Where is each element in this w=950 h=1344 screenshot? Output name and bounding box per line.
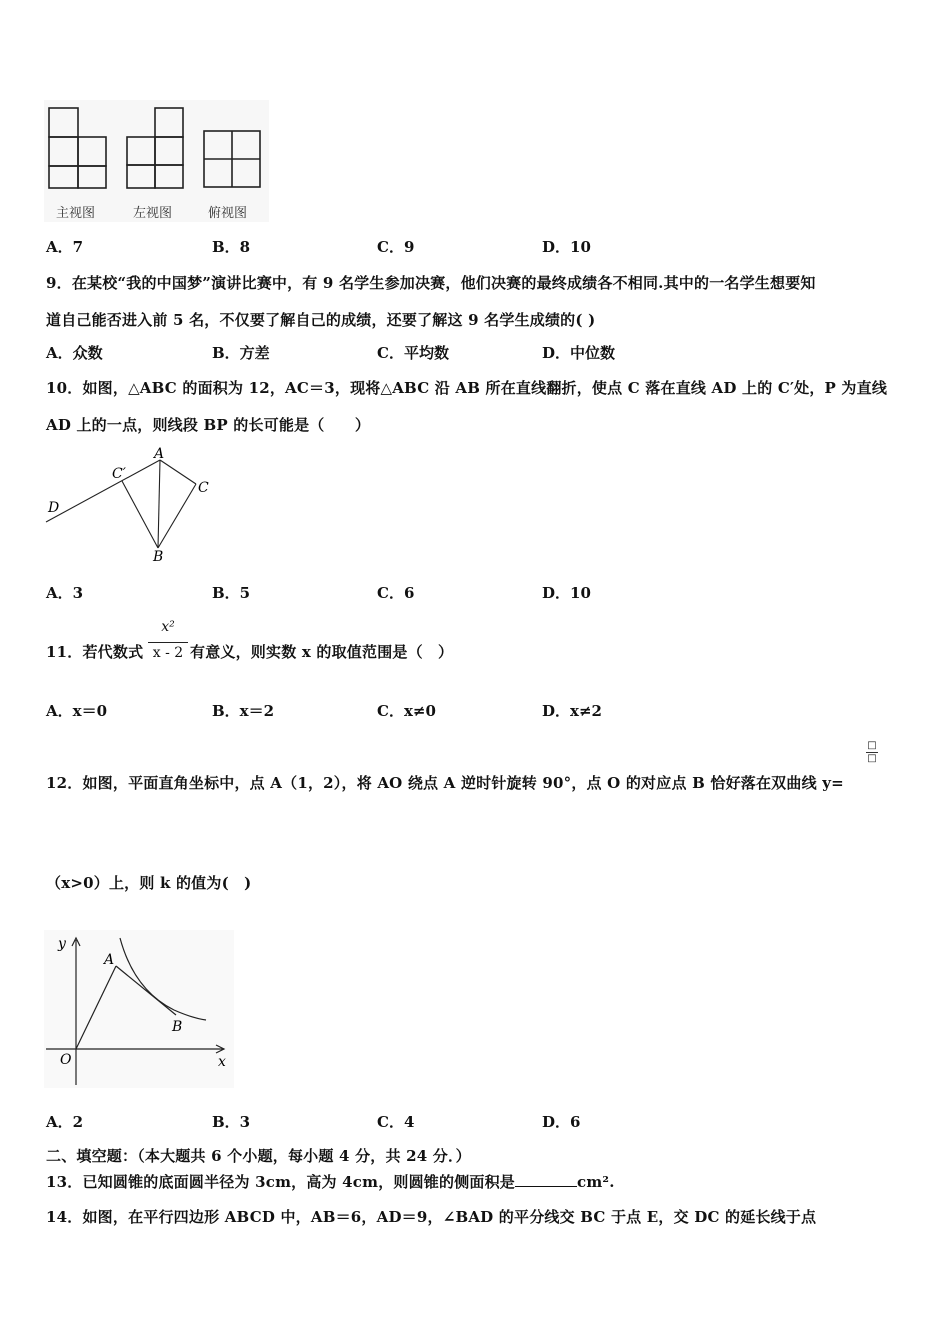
q13-unit: cm². bbox=[577, 1173, 615, 1191]
label-c: C bbox=[198, 480, 209, 496]
q9-option-b[interactable]: B．方差 bbox=[212, 344, 270, 362]
label-x: x bbox=[218, 1054, 226, 1070]
q12-option-c[interactable]: C．4 bbox=[377, 1113, 415, 1131]
line-a-c bbox=[160, 460, 196, 484]
label-a: A bbox=[154, 446, 165, 462]
q11-stem-prefix: 11．若代数式 bbox=[46, 643, 144, 661]
line-c-b bbox=[158, 484, 196, 548]
q11-fraction-numerator: x² bbox=[161, 619, 175, 635]
section2-title: 二、填空题：（本大题共 6 个小题，每小题 4 分，共 24 分．） bbox=[46, 1147, 471, 1165]
q12-stem-line1: 12．如图，平面直角坐标中，点 A（1，2），将 AO 绕点 A 逆时针旋转 90°，点 O 的对应点 B 恰好落在双曲线 y= bbox=[46, 774, 844, 792]
q8-option-d[interactable]: D．10 bbox=[542, 238, 591, 256]
q8-option-a[interactable]: A．7 bbox=[46, 238, 84, 256]
q11-option-b[interactable]: B．x＝2 bbox=[212, 702, 275, 720]
label-b: B bbox=[172, 1019, 183, 1035]
q12-coordinate-figure bbox=[44, 930, 234, 1088]
q12-option-a[interactable]: A．2 bbox=[46, 1113, 84, 1131]
q10-stem-line2: AD 上的一点，则线段 BP 的长可能是（ ） bbox=[46, 416, 371, 434]
label-c-prime: C′ bbox=[112, 466, 126, 482]
q9-option-c[interactable]: C．平均数 bbox=[377, 344, 449, 362]
q13-stem bbox=[46, 1171, 615, 1192]
q12-option-b[interactable]: B．3 bbox=[212, 1113, 251, 1131]
q13-text: 13．已知圆锥的底面圆半径为 3cm，高为 4cm，则圆锥的侧面积是 bbox=[46, 1173, 516, 1191]
caption-top-view: 俯视图 bbox=[208, 206, 248, 221]
q14-stem: 14．如图，在平行四边形 ABCD 中，AB＝6，AD＝9，∠BAD 的平分线交 BC 于点 E，交 DC 的延长线于点 bbox=[46, 1208, 817, 1226]
q11-option-a[interactable]: A．x＝0 bbox=[46, 702, 108, 720]
q12-option-d[interactable]: D．6 bbox=[542, 1113, 581, 1131]
q11-option-d[interactable]: D．x≠2 bbox=[542, 702, 602, 720]
label-y: y bbox=[58, 936, 66, 952]
q10-option-c[interactable]: C．6 bbox=[377, 584, 415, 602]
q9-option-d[interactable]: D．中位数 bbox=[542, 344, 616, 362]
figure-background bbox=[44, 930, 234, 1088]
line-cprime-b bbox=[122, 481, 158, 548]
caption-left-view: 左视图 bbox=[133, 206, 173, 221]
q9-stem-line1: 9．在某校“我的中国梦”演讲比赛中，有 9 名学生参加决赛，他们决赛的最终成绩各不相同.其中的一名学生想要知 bbox=[46, 274, 816, 292]
q10-option-a[interactable]: A．3 bbox=[46, 584, 84, 602]
q11-fraction-bar bbox=[148, 642, 188, 643]
q12-fraction-bottom: □ bbox=[867, 753, 877, 764]
q12-fraction-top: □ bbox=[867, 740, 877, 751]
line-a-b bbox=[158, 460, 160, 548]
label-d: D bbox=[48, 500, 60, 516]
q11-fraction-denominator: x - 2 bbox=[152, 645, 184, 661]
q10-triangle-figure bbox=[44, 444, 224, 566]
label-a: A bbox=[104, 952, 115, 968]
q9-option-a[interactable]: A．众数 bbox=[46, 344, 103, 362]
q9-stem-line2: 道自己能否进入前 5 名，不仅要了解自己的成绩，还要了解这 9 名学生成绩的( ) bbox=[46, 311, 596, 329]
q10-option-b[interactable]: B．5 bbox=[212, 584, 251, 602]
q8-option-b[interactable]: B．8 bbox=[212, 238, 251, 256]
q11-option-c[interactable]: C．x≠0 bbox=[377, 702, 436, 720]
q10-option-d[interactable]: D．10 bbox=[542, 584, 591, 602]
label-o: O bbox=[60, 1052, 72, 1068]
q12-stem-line2: （x>0）上，则 k 的值为( ) bbox=[46, 874, 252, 892]
q13-answer-blank[interactable] bbox=[515, 1174, 577, 1187]
q8-option-c[interactable]: C．9 bbox=[377, 238, 415, 256]
label-b: B bbox=[153, 549, 164, 565]
q10-stem-line1: 10．如图，△ABC 的面积为 12，AC＝3，现将△ABC 沿 AB 所在直线翻折，使点 C 落在直线 AD 上的 C′处，P 为直线 bbox=[46, 379, 888, 397]
q12-k-over-x-fraction bbox=[866, 740, 878, 765]
caption-front-view: 主视图 bbox=[56, 206, 96, 221]
line-d-a bbox=[46, 460, 160, 522]
q11-stem-suffix: 有意义，则实数 x 的取值范围是（ ） bbox=[190, 643, 454, 661]
